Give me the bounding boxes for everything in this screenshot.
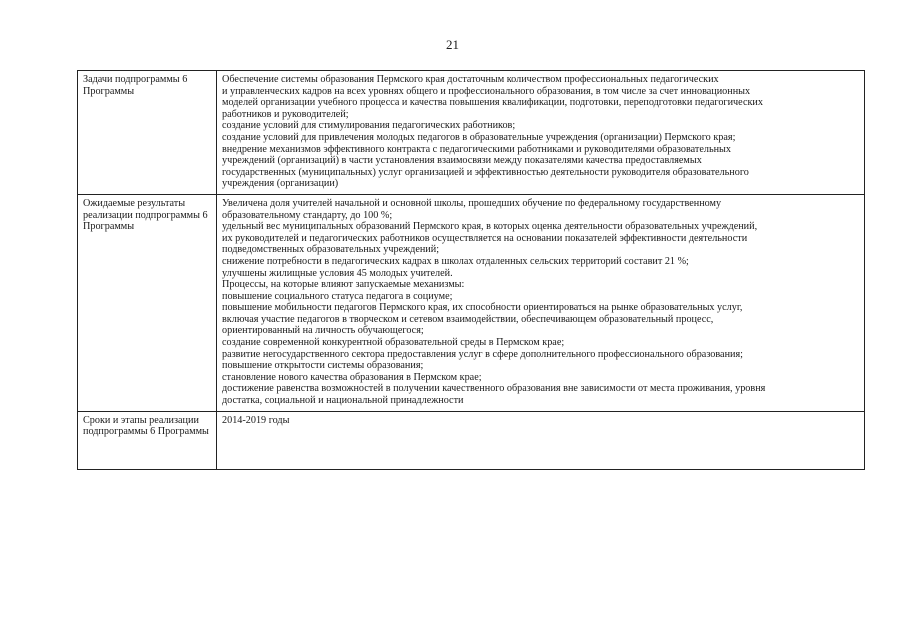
content-line: повышение открытости системы образования; bbox=[222, 360, 424, 372]
table-row-tasks bbox=[78, 71, 865, 195]
content-line: снижение потребности в педагогических кадрах в школах отдаленных сельских территорий составит 21 %; bbox=[222, 255, 689, 267]
row-label-tasks: Задачи подпрограммы 6 Программы bbox=[78, 71, 217, 195]
table-row-results bbox=[78, 194, 865, 411]
content-line: учреждений (организаций) в части установления взаимосвязи между показателями качества предоставляемых bbox=[222, 155, 702, 167]
content-line: Обеспечение системы образования Пермского края достаточным количеством профессиональных педагогических bbox=[222, 74, 719, 85]
content-line: образовательному стандарту, до 100 %; bbox=[222, 209, 393, 221]
content-line: удельный вес муниципальных образований Пермского края, в которых оценка деятельности образовательных учреждений, bbox=[222, 221, 758, 233]
page-number: 21 bbox=[446, 37, 459, 52]
content-line: учреждения (организации) bbox=[222, 178, 339, 190]
table-row-terms bbox=[78, 411, 865, 469]
content-line: повышение мобильности педагогов Пермского края, их способности ориентироваться на рынке образовательных услуг, bbox=[222, 302, 743, 314]
content-line: включая участие педагогов в творческом и сетевом взаимодействии, обеспечивающем образовательный процесс, bbox=[222, 313, 714, 325]
content-line: создание условий для стимулирования педагогических работников; bbox=[222, 120, 516, 132]
content-line: достатка, социальной и национальной принадлежности bbox=[222, 395, 464, 407]
content-line: 2014-2019 годы bbox=[222, 414, 290, 426]
content-line: достижение равенства возможностей в получении качественного образования вне зависимости от места проживания, уровня bbox=[222, 383, 766, 395]
content-line: повышение социального статуса педагога в социуме; bbox=[222, 290, 453, 302]
content-line: ориентированный на личность обучающегося; bbox=[222, 325, 424, 337]
row-content-terms bbox=[217, 411, 865, 469]
content-line: создание условий для привлечения молодых педагогов в образовательные учреждения (организации) Пермского края; bbox=[222, 131, 736, 143]
content-line: и управленческих кадров на всех уровнях общего и профессионального образования, в том числе за счет инновационных bbox=[222, 85, 751, 97]
subprogram-passport-table bbox=[77, 70, 865, 470]
content-line: государственных (муниципальных) услуг организацией и эффективностью деятельности руководителя образовательного bbox=[222, 166, 749, 178]
content-line: подведомственных образовательных учреждений; bbox=[222, 244, 440, 256]
row-content-tasks bbox=[217, 71, 865, 195]
content-line: улучшены жилищные условия 45 молодых учителей. bbox=[222, 267, 453, 279]
row-content-results bbox=[217, 194, 865, 411]
row-label-results: Ожидаемые результаты реализации подпрограммы 6 Программы bbox=[78, 194, 217, 411]
content-line: моделей организации учебного процесса и качества повышения квалификации, подготовки, переподготовки педагогических bbox=[222, 97, 763, 109]
content-line: Процессы, на которые влияют запускаемые механизмы: bbox=[222, 279, 465, 291]
content-line: работников и руководителей; bbox=[222, 108, 349, 120]
content-line: развитие негосударственного сектора предоставления услуг в сфере дополнительного профессионального образования; bbox=[222, 348, 743, 360]
content-line: внедрение механизмов эффективного контракта с педагогическими работниками и руководителями образовательных bbox=[222, 143, 731, 155]
content-line: создание современной конкурентной образовательной среды в Пермском крае; bbox=[222, 337, 565, 349]
row-label-terms: Сроки и этапы реализации подпрограммы 6 Программы bbox=[78, 411, 217, 469]
content-line: Увеличена доля учителей начальной и основной школы, прошедших обучение по федеральному государственному bbox=[222, 197, 722, 209]
content-line: их руководителей и педагогических работников осуществляется на основании показателей эффективности деятельности bbox=[222, 232, 748, 244]
content-line: становление нового качества образования в Пермском крае; bbox=[222, 371, 482, 383]
